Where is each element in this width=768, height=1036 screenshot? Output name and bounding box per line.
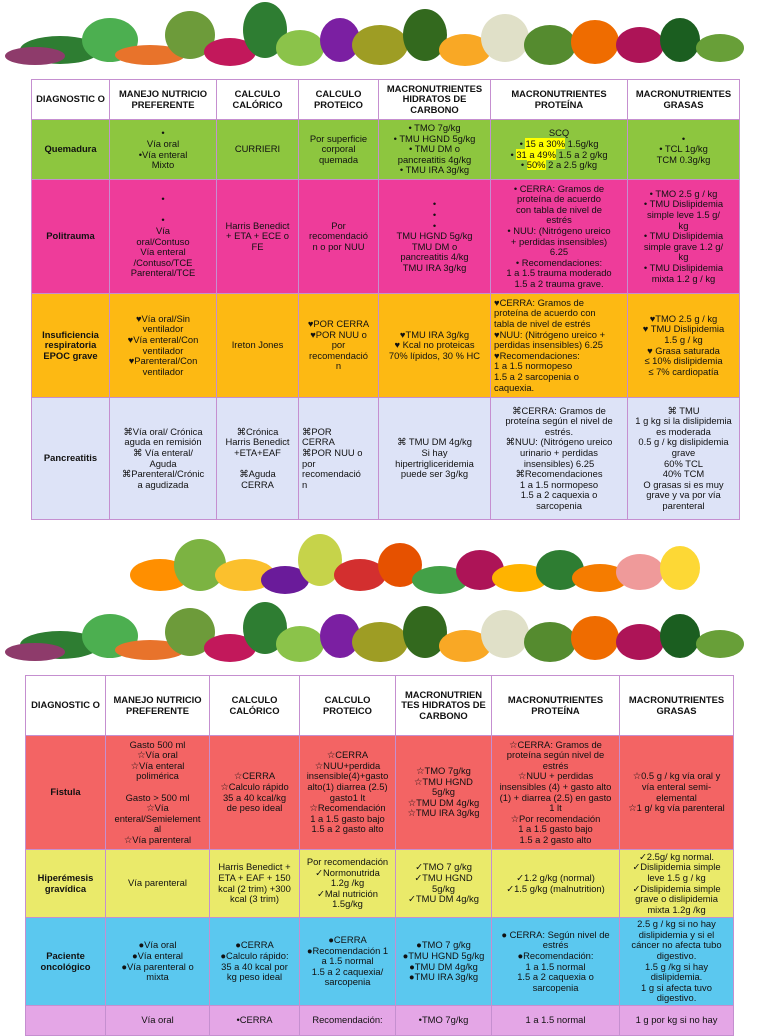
- manejo-cell: ⌘Vía oral/ Crónica aguda en remisión ⌘ Vía enteral/ Aguda ⌘Parenteral/Crónic a agudizada: [110, 398, 217, 520]
- grasas-cell: ⌘ TMU 1 g kg si la dislipidemia es moderada 0.5 g / kg dislipidemia grave 60% TCL 40% TCM O grasas si es muy grave y va por vía parenteral: [628, 398, 740, 520]
- table-row-fistula: [26, 736, 734, 850]
- diag-cell: [26, 1006, 106, 1036]
- table-row-insuficiencia: [32, 294, 740, 398]
- hc-cell: ☆TMO 7g/kg ☆TMU HGND 5g/kg ☆TMU DM 4g/kg ☆TMU IRA 3g/kg: [396, 736, 492, 850]
- header-diagnostico: DIAGNOSTIC O: [32, 80, 110, 120]
- manejo-cell: • Vía oral •Vía enteral Mixto: [110, 120, 217, 180]
- header-proteina: MACRONUTRIENTES PROTEÍNA: [491, 80, 628, 120]
- proteina-cell: ✓1.2 g/kg (normal) ✓1.5 g/kg (malnutrition): [492, 850, 620, 918]
- diag-cell: Pancreatitis: [32, 398, 110, 520]
- table-row-pancreatitis: [32, 398, 740, 520]
- table-row-politrauma: [32, 180, 740, 294]
- table-row-oncologico: [26, 918, 734, 1006]
- calorico-cell: ⌘Crónica Harris Benedict +ETA+EAF ⌘Aguda CERRA: [217, 398, 299, 520]
- proteina-cell: ☆CERRA: Gramos de proteína según nivel de estrés ☆NUU + perdidas insensibles (4) + gasto alto (1) + diarrea (2.5) en gasto 1 lt ☆Por recomendación 1 a 1.5 gasto bajo 1.5 a 2 gasto alto: [492, 736, 620, 850]
- hc-cell: ♥TMU IRA 3g/kg ♥ Kcal no proteicas 70% lípidos, 30 % HC: [379, 294, 491, 398]
- calorico-cell: ●CERRA ●Calculo rápido: 35 a 40 kcal por kg peso ideal: [210, 918, 300, 1006]
- diag-cell: Fistula: [26, 736, 106, 850]
- grasas-cell: • TMO 2.5 g / kg • TMU Dislipidemia simple leve 1.5 g/ kg • TMU Dislipidemia simple grave 1.2 g/ kg • TMU Dislipidemia mixta 1.2 g / kg: [628, 180, 740, 294]
- diag-cell: Politrauma: [32, 180, 110, 294]
- calorico-cell: Harris Benedict + ETA + EAF + 150 kcal (2 trim) +300 kcal (3 trim): [210, 850, 300, 918]
- proteina-cell: ⌘CERRA: Gramos de proteína según el nivel de estrés. ⌘NUU: (Nitrógeno ureico urinario + perdidas insensibles) 6.25 ⌘Recomendaciones 1 a 1.5 normopeso 1.5 a 2 caquexia o sarcopenia: [491, 398, 628, 520]
- nutrition-table-2: [25, 675, 734, 1036]
- hc-cell: ⌘ TMU DM 4g/kg Si hay hipertrigliceridemia puede ser 3g/kg: [379, 398, 491, 520]
- header-proteico: CALCULO PROTEICO: [299, 80, 379, 120]
- header-diagnostico: DIAGNOSTIC O: [26, 676, 106, 736]
- proteico-cell: Recomendación:: [300, 1006, 396, 1036]
- manejo-cell: Vía oral: [106, 1006, 210, 1036]
- calorico-cell: •CERRA: [210, 1006, 300, 1036]
- grasas-cell: • • TCL 1g/kg TCM 0.3g/kg: [628, 120, 740, 180]
- diag-cell: Quemadura: [32, 120, 110, 180]
- hc-cell: •TMO 7g/kg: [396, 1006, 492, 1036]
- header-proteina: MACRONUTRIENTES PROTEÍNA: [492, 676, 620, 736]
- proteina-cell: • CERRA: Gramos de proteína de acuerdo con tabla de nivel de estrés • NUU: (Nitrógeno ureico + perdidas insensibles) 6.25 • Recomendaciones: 1 a 1.5 trauma moderado 1.5 a 2 trauma grave.: [491, 180, 628, 294]
- grasas-cell: 1 g por kg si no hay: [620, 1006, 734, 1036]
- manejo-cell: Vía parenteral: [106, 850, 210, 918]
- proteico-cell: ♥POR CERRA ♥POR NUU o por recomendació n: [299, 294, 379, 398]
- manejo-cell: Gasto 500 ml ☆Vía oral ☆Vía enteral polimérica Gasto > 500 ml ☆Vía enteral/Semielement al ☆Vía parenteral: [106, 736, 210, 850]
- header-hidratos: MACRONUTRIEN TES HIDRATOS DE CARBONO: [396, 676, 492, 736]
- proteico-cell: Por recomendació n o por NUU: [299, 180, 379, 294]
- proteina-cell: ♥CERRA: Gramos de proteína de acuerdo con tabla de nivel de estrés ♥NUU: (Nitrógeno ureico + perdidas insensibles) 6.25 ♥Recomendaciones: 1 a 1.5 normopeso 1.5 a 2 sarcopenia o caquexia.: [491, 294, 628, 398]
- vegetable-banner-top: [0, 0, 768, 76]
- hc-cell: • TMO 7g/kg • TMU HGND 5g/kg • TMU DM o pancreatitis 4g/kg • TMU IRA 3g/kg: [379, 120, 491, 180]
- manejo-cell: ♥Vía oral/Sin ventilador ♥Vía enteral/Con ventilador ♥Parenteral/Con ventilador: [110, 294, 217, 398]
- proteico-cell: ⌘POR CERRA ⌘POR NUU o por recomendació n: [299, 398, 379, 520]
- manejo-cell: ●Vía oral ●Vía enteral ●Vía parenteral o mixta: [106, 918, 210, 1006]
- hc-cell: • • • TMU HGND 5g/kg TMU DM o pancreatitis 4/kg TMU IRA 3g/kg: [379, 180, 491, 294]
- diag-cell: Insuficiencia respiratoria EPOC grave: [32, 294, 110, 398]
- hc-cell: ✓TMO 7 g/kg ✓TMU HGND 5g/kg ✓TMU DM 4g/kg: [396, 850, 492, 918]
- proteico-cell: ☆CERRA ☆NUU+perdida insensible(4)+gasto alto(1) diarrea (2.5) gasto1 lt ☆Recomendación 1 a 1.5 gasto bajo 1.5 a 2 gasto alto: [300, 736, 396, 850]
- calorico-cell: Harris Benedict + ETA + ECE o FE: [217, 180, 299, 294]
- calorico-cell: Ireton Jones: [217, 294, 299, 398]
- calorico-cell: ☆CERRA ☆Calculo rápido 35 a 40 kcal/kg de peso ideal: [210, 736, 300, 850]
- table-header-row: [26, 676, 734, 736]
- proteico-cell: Por superficie corporal quemada: [299, 120, 379, 180]
- table-row-quemadura: [32, 120, 740, 180]
- header-manejo: MANEJO NUTRICIO PREFERENTE: [106, 676, 210, 736]
- proteico-cell: Por recomendación ✓Normonutrida 1.2g /kg ✓Mal nutrición 1.5g/kg: [300, 850, 396, 918]
- calorico-cell: CURRIERI: [217, 120, 299, 180]
- proteina-cell: SCQ • 15 a 30% 1.5g/kg • 31 a 49% 1.5 a 2 g/kg • 50% 2 a 2.5 g/kg: [491, 120, 628, 180]
- proteina-cell: ● CERRA: Según nivel de estrés ●Recomendación: 1 a 1.5 normal 1.5 a 2 caquexia o sarcopenia: [492, 918, 620, 1006]
- header-grasas: MACRONUTRIENTES GRASAS: [628, 80, 740, 120]
- header-hidratos: MACRONUTRIENTES HIDRATOS DE CARBONO: [379, 80, 491, 120]
- proteina-cell: 1 a 1.5 normal: [492, 1006, 620, 1036]
- manejo-cell: • • Vía oral/Contuso Vía enteral /Contuso/TCE Parenteral/TCE: [110, 180, 217, 294]
- header-grasas: MACRONUTRIENTES GRASAS: [620, 676, 734, 736]
- table-header-row: [32, 80, 740, 120]
- table-row-hiperemesis: [26, 850, 734, 918]
- header-proteico: CALCULO PROTEICO: [300, 676, 396, 736]
- grasas-cell: ♥TMO 2.5 g / kg ♥ TMU Dislipidemia 1.5 g / kg ♥ Grasa saturada ≤ 10% dislipidemia ≤ 7% cardiopatía: [628, 294, 740, 398]
- proteico-cell: ●CERRA ●Recomendación 1 a 1.5 normal 1.5 a 2 caquexia/ sarcopenia: [300, 918, 396, 1006]
- table-row-partial: [26, 1006, 734, 1036]
- hc-cell: ●TMO 7 g/kg ●TMU HGND 5g/kg ●TMU DM 4g/kg ●TMU IRA 3g/kg: [396, 918, 492, 1006]
- nutrition-table-1: [31, 79, 740, 520]
- diag-cell: Hiperémesis gravídica: [26, 850, 106, 918]
- grasas-cell: 2.5 g / kg si no hay dislipidemia y si el cáncer no afecta tubo digestivo. 1.5 g /kg si hay dislipidemia. 1 g si afecta tuvo digestivo.: [620, 918, 734, 1006]
- vegetable-banner-second: [0, 600, 768, 672]
- fruit-banner-middle: [0, 520, 768, 600]
- header-calorico: CALCULO CALÓRICO: [210, 676, 300, 736]
- grasas-cell: ☆0.5 g / kg vía oral y vía enteral semi- elemental ☆1 g/ kg vía parenteral: [620, 736, 734, 850]
- header-manejo: MANEJO NUTRICIO PREFERENTE: [110, 80, 217, 120]
- grasas-cell: ✓2.5g/ kg normal. ✓Dislipidemia simple leve 1.5 g / kg ✓Dislipidemia simple grave o dislipidemia mixta 1.2g /kg: [620, 850, 734, 918]
- header-calorico: CALCULO CALÓRICO: [217, 80, 299, 120]
- diag-cell: Paciente oncológico: [26, 918, 106, 1006]
